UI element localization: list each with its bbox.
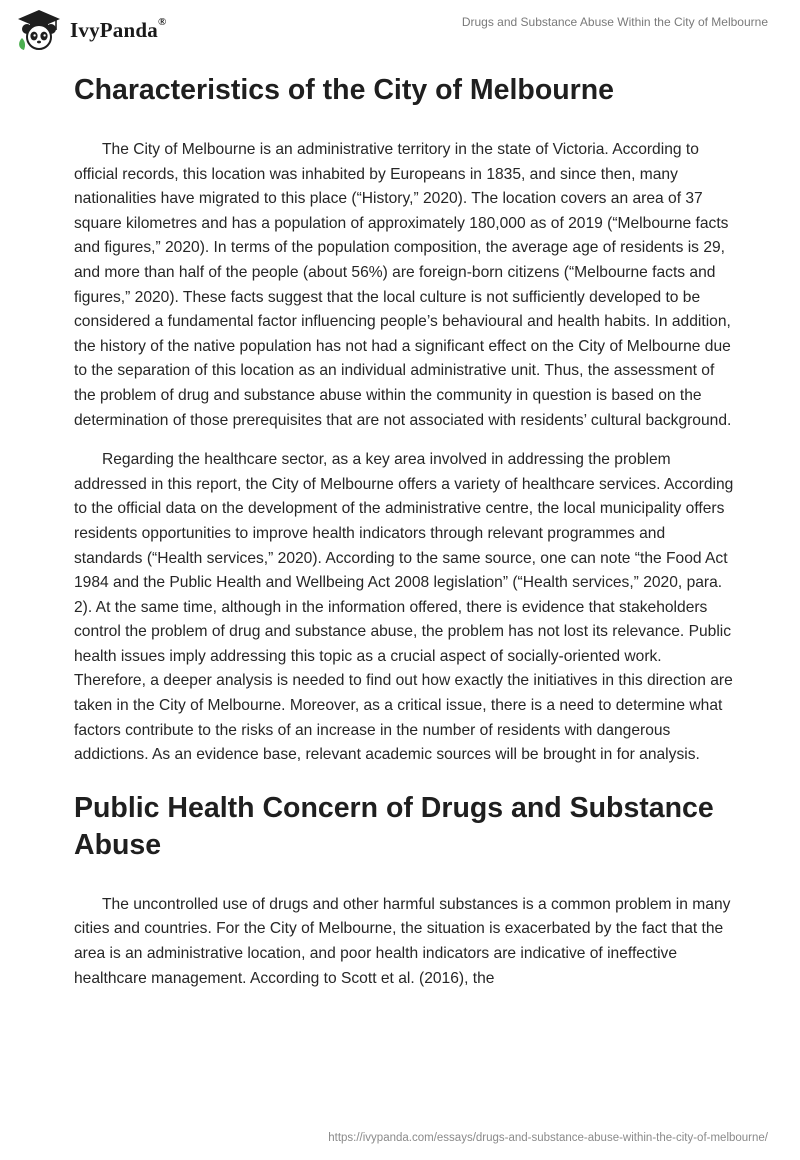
document-title: Drugs and Substance Abuse Within the City of Melbourne bbox=[461, 15, 768, 29]
paragraph: Regarding the healthcare sector, as a key area involved in addressing the problem addressed in this report, the City of Melbourne offers a variety of healthcare services. According to the official data on the development of the administrative centre, the local municipality offers residents opportunities to improve health indicators through relevant programmes and standards (“Health services,” 2020). According to the same source, one can note “the Food Act 1984 and the Public Health and Wellbeing Act 2008 legislation” (“Health services,” 2020, para. 2). At the same time, although in the information offered, there is evidence that stakeholders control the problem of drug and substance abuse, the problem has not lost its relevance. Public health issues imply addressing this topic as a crucial aspect of socially-oriented work. Therefore, a deeper analysis is needed to find out how exactly the initiatives in this direction are taken in the City of Melbourne. Moreover, as a critical issue, there is a need to determine what factors contribute to the risks of an increase in the number of residents with dangerous addictions. As an evidence base, relevant academic sources will be brought in for analysis. bbox=[74, 451, 734, 764]
section-heading-public-health-concern: Public Health Concern of Drugs and Substance Abuse bbox=[74, 791, 714, 861]
brand-name: IvyPanda® bbox=[70, 15, 167, 42]
trademark-symbol: ® bbox=[157, 15, 167, 28]
essay-content bbox=[74, 72, 734, 1006]
ivypanda-logo[interactable] bbox=[14, 8, 166, 52]
paragraph: The City of Melbourne is an administrative territory in the state of Victoria. According to official records, this location was inhabited by Europeans in 1835, and since then, many nationalities have migrated to this place (“History,” 2020). The location covers an area of 37 square kilometres and has a population of approximately 180,000 as of 2019 (“Melbourne facts and figures,” 2020). In terms of the population composition, the average age of residents is 29, and more than half of the people (about 56%) are foreign-born citizens (“Melbourne facts and figures,” 2020). These facts suggest that the local culture is not sufficiently developed to be considered a fundamental factor influencing people’s behavioural and health habits. In addition, the history of the native population has not had a significant effect on the City of Melbourne due to the separation of this location as an individual administrative unit. Thus, the assessment of the problem of drug and substance abuse within the community in question is based on the determination of those prerequisites that are not associated with residents’ cultural background. bbox=[74, 141, 732, 429]
paragraph: The uncontrolled use of drugs and other harmful substances is a common problem in many cities and countries. For the City of Melbourne, the situation is exacerbated by the fact that the area is an administrative location, and poor health indicators are indicative of ineffective healthcare management. According to Scott et al. (2016), the bbox=[74, 895, 731, 987]
panda-graduate-icon bbox=[14, 8, 64, 52]
source-url[interactable]: https://ivypanda.com/essays/drugs-and-substance-abuse-within-the-city-of-melbourne/ bbox=[328, 1132, 768, 1144]
page-header bbox=[0, 0, 800, 60]
section-heading-characteristics: Characteristics of the City of Melbourne bbox=[74, 74, 615, 106]
